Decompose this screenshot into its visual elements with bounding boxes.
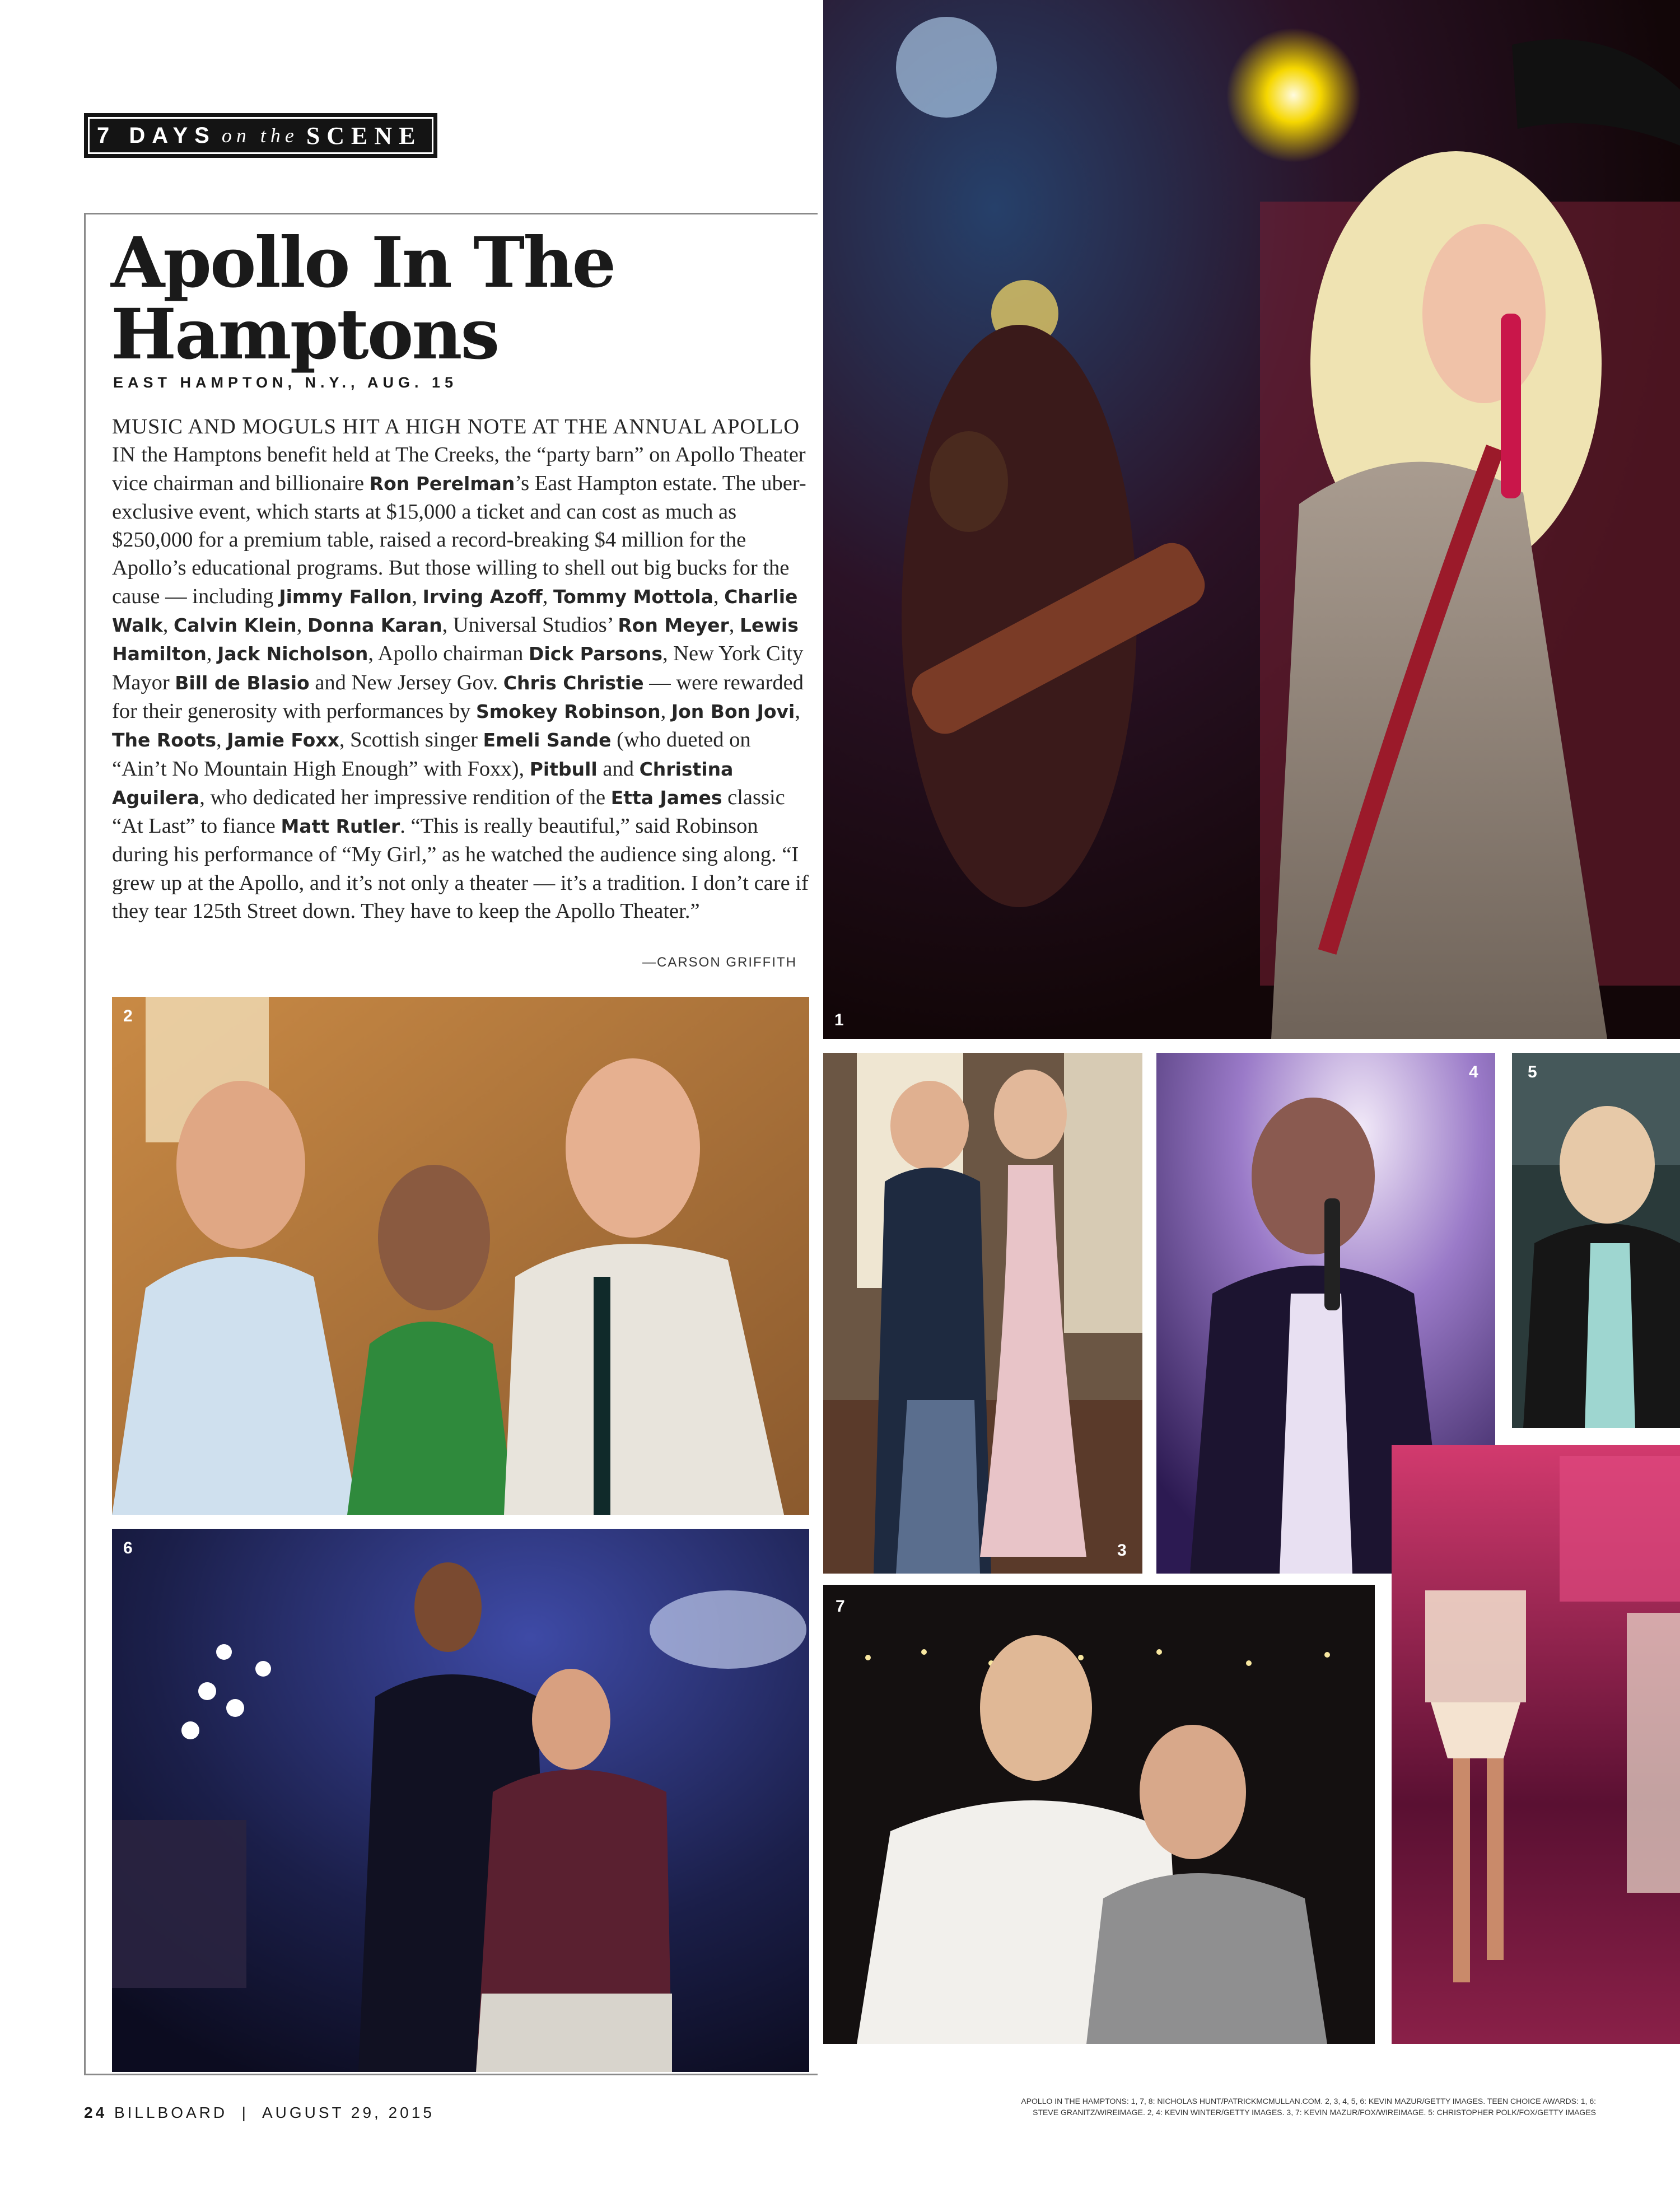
body-bold-name: Calvin Klein	[174, 614, 297, 637]
photo-3	[823, 1053, 1142, 1574]
section-tag	[84, 113, 437, 158]
body-text-run: , Scottish singer	[339, 728, 483, 752]
photo-3-image	[823, 1053, 1142, 1574]
body-text-run: the Hamptons benefit held at The Creeks, the “party barn” on Apollo Theater vice chairman and billionaire	[112, 443, 806, 495]
photo-6	[112, 1529, 809, 2072]
body-bold-name: Emeli Sande	[483, 729, 612, 752]
photo-1-number: 1	[834, 1011, 844, 1029]
body-text-run: ,	[542, 584, 553, 608]
body-bold-name: Ron Meyer	[618, 614, 729, 637]
body-bold-name: Lewis Hamilton	[112, 614, 799, 665]
photo-6-image	[112, 1529, 809, 2072]
body-text-run: classic “At Last” to fiance	[112, 785, 785, 838]
body-text-run: ,	[660, 699, 671, 723]
body-bold-name: Ron Perelman	[369, 472, 515, 494]
body-text-run: ,	[729, 613, 740, 637]
body-bold-name: Jimmy Fallon	[279, 585, 412, 608]
body-text-run: . “This is really beautiful,” said Robinson during his performance of “My Girl,” as he watched the audience sing along. “I grew up at the Apollo, and it’s not only a theater — it’s a tradition. I don’t care if they tear 125th Street down. They have to keep the Apollo Theater.”	[112, 814, 809, 923]
body-bold-name: Smokey Robinson	[476, 700, 661, 722]
page-number: 24	[84, 2104, 108, 2121]
body-bold-name: Jack Nicholson	[217, 643, 368, 665]
body-text-run: , who dedicated her impressive rendition of the	[199, 785, 611, 809]
photo-credits	[874, 2095, 1596, 2118]
body-bold-name: Charlie Walk	[112, 585, 798, 637]
body-text-run: ,	[795, 699, 800, 723]
photo-1-image	[823, 0, 1680, 1039]
body-bold-name: Irving Azoff	[422, 585, 543, 608]
photo-4-number: 4	[1469, 1063, 1478, 1081]
section-tag-scene: SCENE	[306, 122, 422, 150]
body-text-run: , New York City Mayor	[112, 642, 804, 694]
body-text-run: ,	[206, 642, 218, 666]
section-tag-on-the: on the	[221, 124, 298, 147]
folio-text: BILLBOARD | AUGUST 29, 2015	[114, 2104, 435, 2121]
photo-1	[823, 0, 1680, 1039]
photo-6-number: 6	[123, 1539, 133, 1557]
body-text-run: (who dueted on “Ain’t No Mountain High Enough” with Foxx),	[112, 728, 751, 781]
body-text-run: and	[597, 757, 640, 781]
photo-8-image	[1392, 1445, 1680, 2044]
body-bold-name: Christina Aguilera	[112, 758, 734, 809]
body-text-run: , Apollo chairman	[368, 642, 529, 666]
body-bold-name: Chris Christie	[503, 671, 644, 694]
photo-8	[1392, 1445, 1680, 2044]
photo-2	[112, 997, 809, 1515]
body-bold-name: Bill de Blasio	[175, 671, 310, 694]
photo-7-number: 7	[836, 1597, 845, 1616]
body-bold-name: Etta James	[610, 786, 722, 809]
body-text-run: — were rewarded for their generosity with performances by	[112, 670, 804, 723]
body-bold-name: Jamie Foxx	[227, 729, 339, 752]
body-text-run: and New Jersey Gov.	[309, 670, 503, 694]
article-dateline: EAST HAMPTON, N.Y., AUG. 15	[113, 374, 458, 391]
photo-credits-line-1: APOLLO IN THE HAMPTONS: 1, 7, 8: NICHOLAS HUNT/PATRICKMCMULLAN.COM. 2, 3, 4, 5, 6: KEVIN MAZUR/GETTY IMAGES. TEEN CHOICE AWARDS: 1, 6:	[1021, 2097, 1596, 2106]
photo-5-image	[1512, 1053, 1680, 1428]
body-bold-name: Pitbull	[529, 758, 598, 780]
body-bold-name: Jon Bon Jovi	[671, 700, 795, 722]
body-text-run: ,	[412, 584, 423, 608]
photo-credits-line-2: STEVE GRANITZ/WIREIMAGE. 2, 4: KEVIN WINTER/GETTY IMAGES. 3, 7: KEVIN MAZUR/FOX/WIREIMAGE. 5: CHRISTOPHER POLK/FOX/GETTY IMAGES	[1033, 2108, 1596, 2117]
body-text-run: , Universal Studios’	[442, 613, 618, 637]
photo-2-number: 2	[123, 1007, 133, 1025]
body-text-run: ,	[162, 613, 174, 637]
body-bold-name: Dick Parsons	[528, 643, 662, 665]
section-tag-days: 7 DAYS	[97, 123, 216, 148]
body-text-run: ,	[713, 584, 725, 608]
body-text-run: ’s East Hampton estate. The uber-exclusive event, which starts at $15,000 a ticket and can cost as much as $250,000 for a premium table, raised a record-breaking $4 million for the Apollo’s educational programs. But those willing to shell out big bucks for the cause — including	[112, 471, 806, 608]
page-folio	[84, 2104, 435, 2122]
body-text-run: ,	[216, 728, 227, 752]
photo-7	[823, 1585, 1375, 2044]
article-byline: —CARSON GRIFFITH	[642, 955, 797, 970]
photo-7-image	[823, 1585, 1375, 2044]
article-lead: MUSIC AND MOGULS HIT A HIGH NOTE AT THE ANNUAL APOLLO IN	[112, 415, 800, 467]
article-headline: Apollo In The Hamptons	[111, 222, 615, 375]
body-text-run: ,	[296, 613, 307, 637]
photo-3-number: 3	[1117, 1541, 1127, 1560]
article-body	[112, 413, 809, 925]
body-bold-name: The Roots	[112, 729, 217, 752]
photo-5-number: 5	[1528, 1063, 1537, 1081]
photo-5	[1512, 1053, 1680, 1428]
photo-2-image	[112, 997, 809, 1515]
body-bold-name: Matt Rutler	[281, 815, 400, 838]
body-bold-name: Donna Karan	[307, 614, 442, 637]
article-body-runs	[112, 443, 809, 923]
body-bold-name: Tommy Mottola	[553, 585, 713, 608]
